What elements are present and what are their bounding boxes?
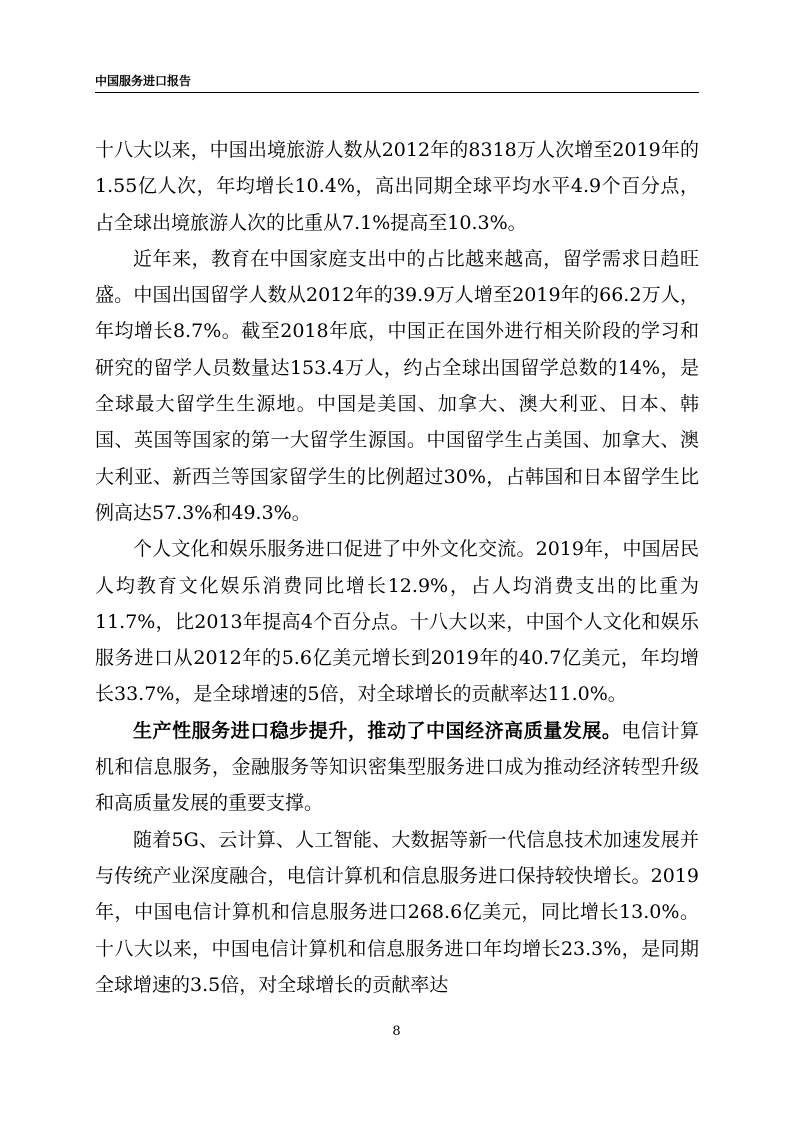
paragraph-culture-entertainment: 个人文化和娱乐服务进口促进了中外文化交流。2019年，中国居民人均教育文化娱乐消费同比增长12.9%，占人均消费支出的比重为11.7%，比2013年提高4个百分点。十八大以来，中国个人文化和娱乐服务进口从2012年的5.6亿美元增长到2019年的40.7亿美元，年均增长33.7%，是全球增速的5倍，对全球增长的贡献率达11.0%。: [95, 538, 699, 706]
paragraph-telecom-it: 随着5G、云计算、人工智能、大数据等新一代信息技术加速发展并与传统产业深度融合，电信计算机和信息服务进口保持较快增长。2019年，中国电信计算机和信息服务进口268.6亿美元，同比增长13.0%。十八大以来，中国电信计算机和信息服务进口年均增长23.3%，是同期全球增速的3.5倍，对全球增长的贡献率达: [95, 828, 699, 996]
paragraph-producer-services-text: 电信计算机和信息服务，金融服务等知识密集型服务进口成为推动经济转型升级和高质量发展的重要支撑。: [95, 719, 699, 815]
running-header: 中国服务进口报告: [95, 74, 192, 88]
body-text: [95, 132, 699, 1003]
page-number: 8: [392, 1024, 401, 1039]
header-rule: [95, 92, 699, 93]
paragraph-lead-bold: 生产性服务进口稳步提升，推动了中国经济高质量发展。: [133, 719, 622, 742]
paragraph-outbound-tourism: 十八大以来，中国出境旅游人数从2012年的8318万人次增至2019年的1.55亿人次，年均增长10.4%，高出同期全球平均水平4.9个百分点，占全球出境旅游人次的比重从7.1%提高至10.3%。: [95, 139, 699, 234]
paragraph-producer-services: [95, 713, 699, 822]
paragraph-study-abroad: 近年来，教育在中国家庭支出中的占比越来越高，留学需求日趋旺盛。中国出国留学人数从2012年的39.9万人增至2019年的66.2万人，年均增长8.7%。截至2018年底，中国正在国外进行相关阶段的学习和研究的留学人员数量达153.4万人，约占全球出国留学总数的14%，是全球最大留学生生源地。中国是美国、加拿大、澳大利亚、日本、韩国、英国等国家的第一大留学生源国。中国留学生占美国、加拿大、澳大利亚、新西兰等国家留学生的比例超过30%，占韩国和日本留学生比例高达57.3%和49.3%。: [95, 247, 699, 524]
